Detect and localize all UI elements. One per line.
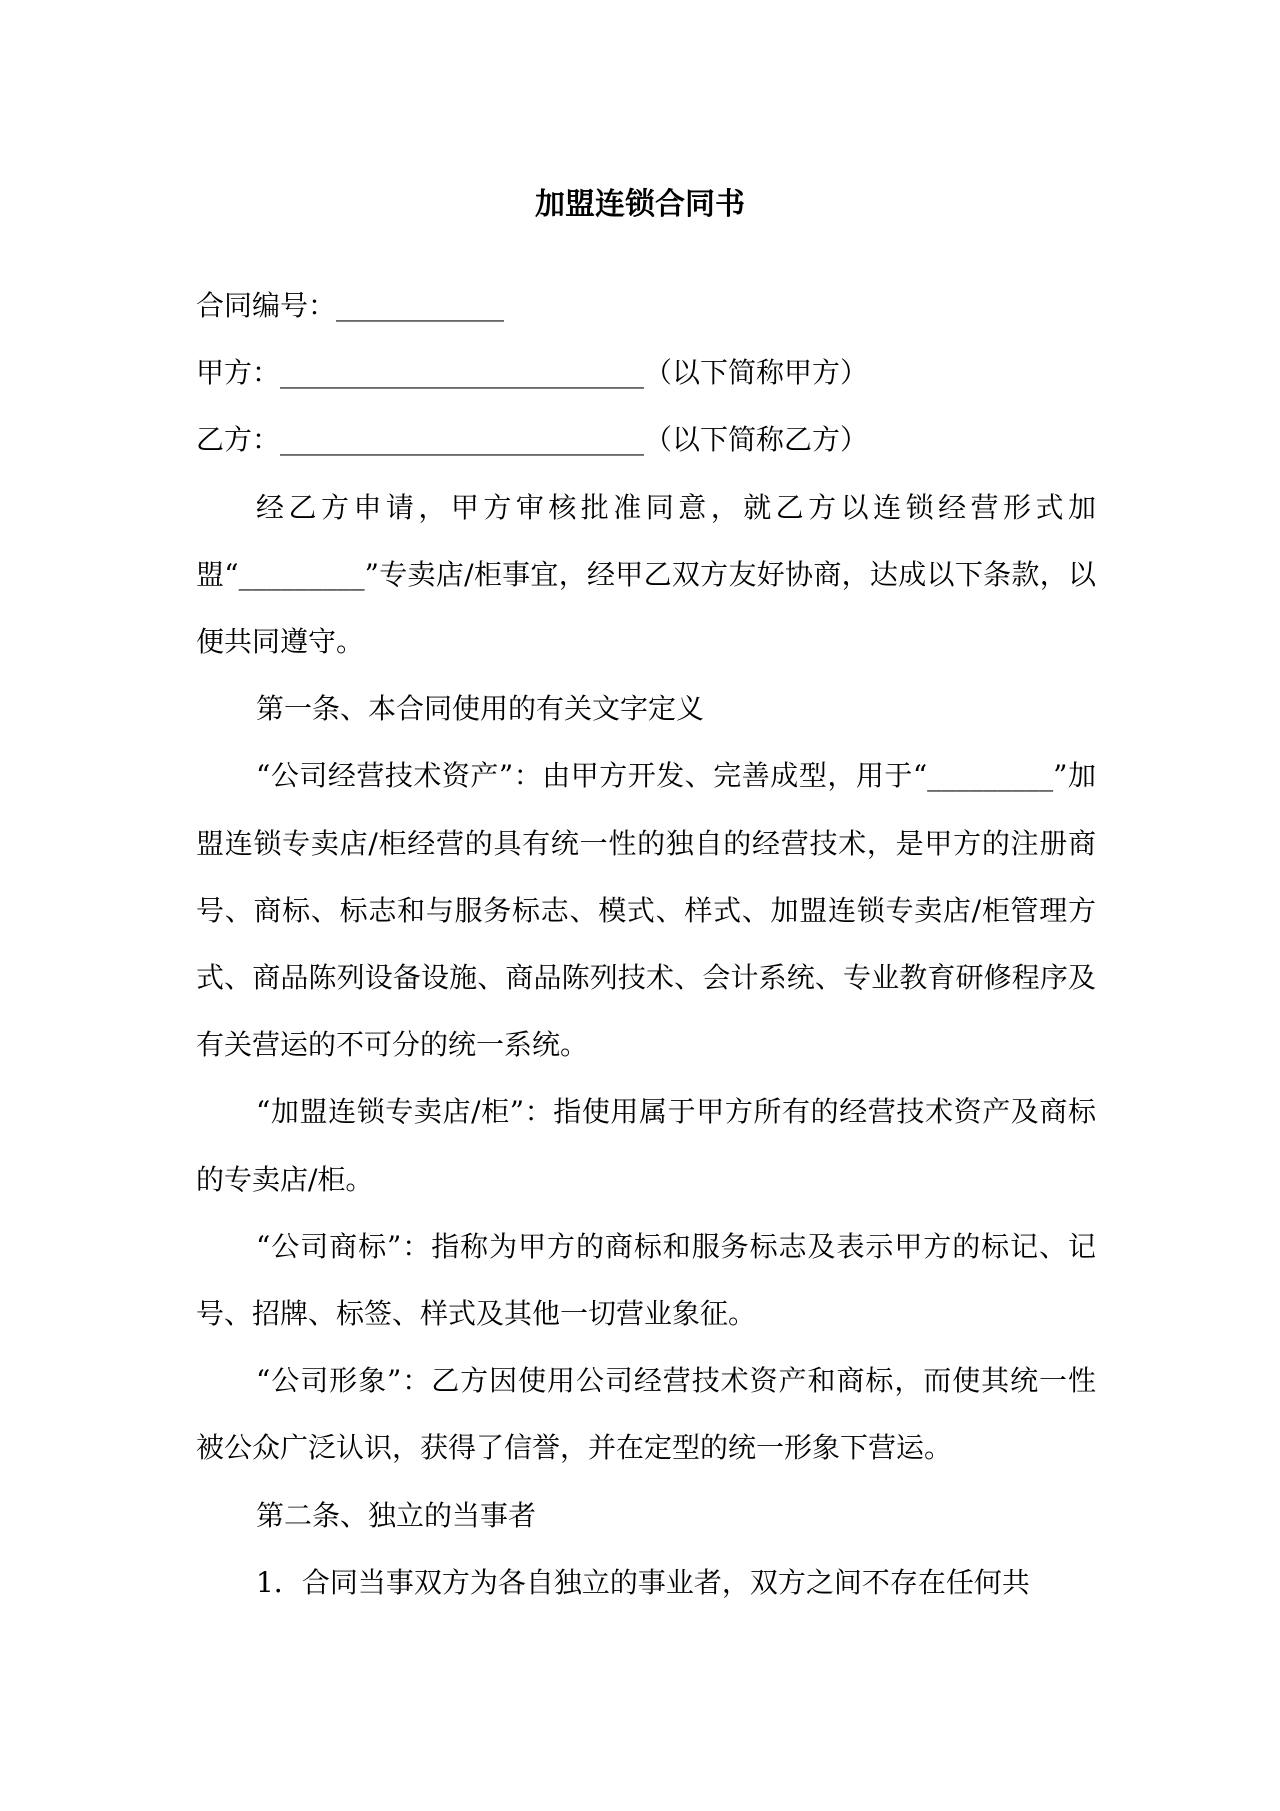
party-b-line: 乙方：__________________________（以下简称乙方） xyxy=(196,423,869,457)
party-a-line: 甲方：__________________________（以下简称甲方） xyxy=(196,356,869,390)
document-body xyxy=(196,272,1096,1616)
document-title: 加盟连锁合同书 xyxy=(535,187,745,222)
article-1-heading: 第一条、本合同使用的有关文字定义 xyxy=(256,692,705,726)
article-2-item-1: 1．合同当事双方为各自独立的事业者，双方之间不存在任何共 xyxy=(256,1565,1030,1599)
definition-franchise-store: “加盟连锁专卖店/柜”：指使用属于甲方所有的经营技术资产及商标的专卖店/柜。 xyxy=(196,1095,1096,1196)
definition-company-assets: “公司经营技术资产”：由甲方开发、完善成型，用于“_________”加盟连锁专卖店/柜经营的具有统一性的独自的经营技术，是甲方的注册商号、商标、标志和与服务标志、模式、样式、加盟连锁专卖店/柜管理方式、商品陈列设备设施、商品陈列技术、会计系统、专业教育研修程序及有关营运的不可分的统一系统。 xyxy=(196,759,1096,1062)
contract-number-line: 合同编号：____________ xyxy=(196,289,505,322)
definition-company-image: “公司形象”：乙方因使用公司经营技术资产和商标，而使其统一性被公众广泛认识，获得了信誉，并在定型的统一形象下营运。 xyxy=(196,1364,1096,1465)
intro-paragraph: 经乙方申请，甲方审核批准同意，就乙方以连锁经营形式加盟“_________”专卖店/柜事宜，经甲乙双方友好协商，达成以下条款，以便共同遵守。 xyxy=(196,490,1096,659)
definition-company-trademark: “公司商标”：指称为甲方的商标和服务标志及表示甲方的标记、记号、招牌、标签、样式及其他一切营业象征。 xyxy=(196,1229,1096,1331)
article-2-heading: 第二条、独立的当事者 xyxy=(256,1498,537,1532)
